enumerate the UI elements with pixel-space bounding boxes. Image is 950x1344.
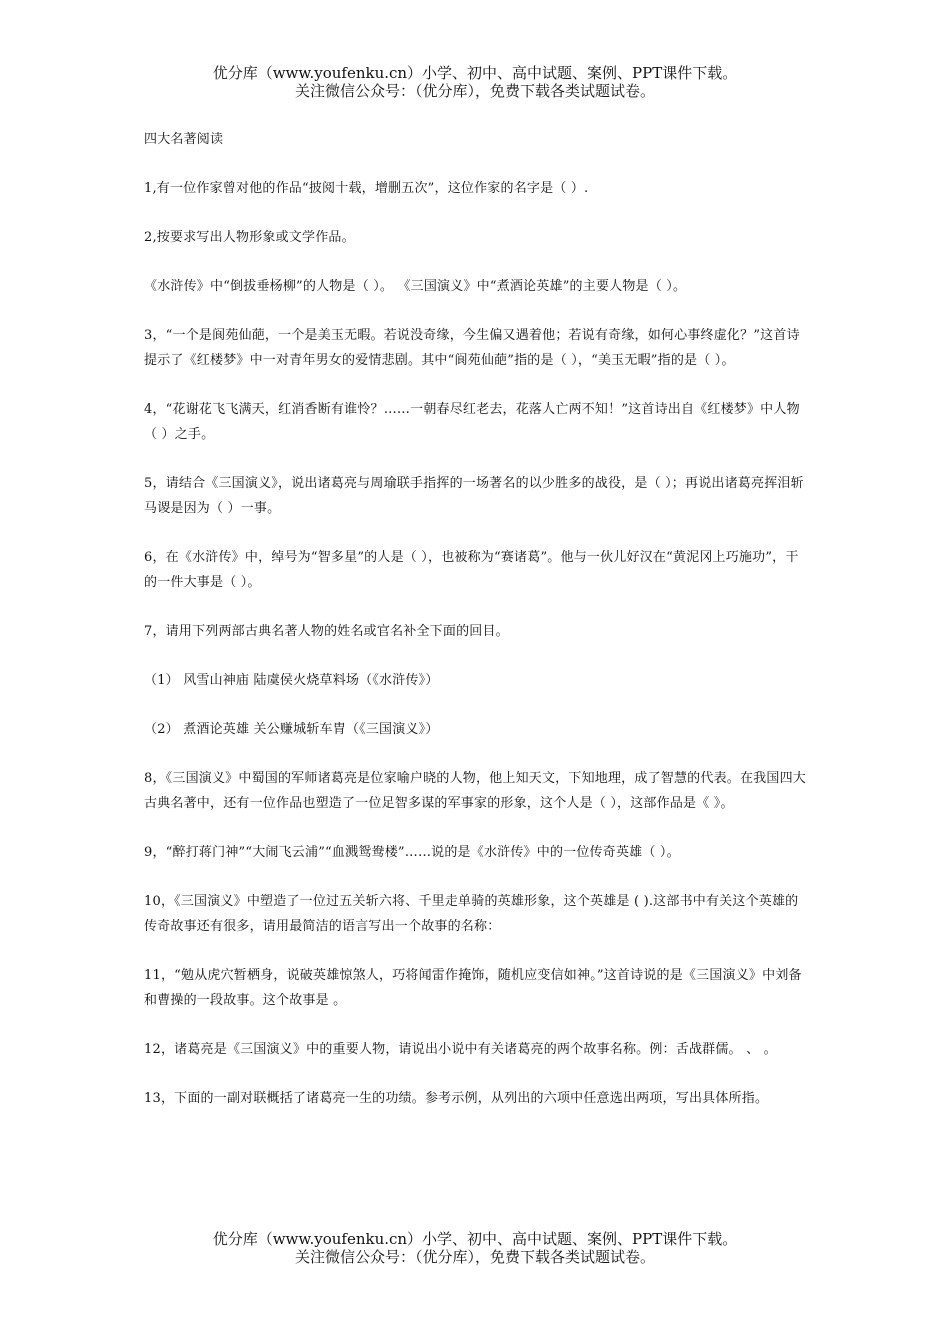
- question-6: 6，在《水浒传》中，绰号为“智多星”的人是（ ），也被称为“赛诸葛”。他与一伙儿好汉在“黄泥冈上巧施功”，干的一件大事是（ ）。: [144, 550, 799, 590]
- question-2-detail: 《水浒传》中“倒拔垂杨柳”的人物是（ ）。 《三国演义》中“煮酒论英雄”的主要人物是（ ）。: [144, 279, 687, 294]
- page-header: [0, 64, 950, 100]
- question-8: 8，《三国演义》中蜀国的军师诸葛亮是位家喻户晓的人物，他上知天文，下知地理，成了智慧的代表。在我国四大古典名著中，还有一位作品也塑造了一位足智多谋的军事家的形象，这个人是（ ），这部作品是《 》。: [144, 771, 806, 811]
- question-1: 1,有一位作家曾对他的作品“披阅十载，增删五次”，这位作家的名字是（ ）.: [144, 181, 589, 196]
- question-3: 3，“一个是阆苑仙葩，一个是美玉无暇。若说没奇缘，今生偏又遇着他；若说有奇缘，如何心事终虚化？”这首诗提示了《红楼梦》中一对青年男女的爱情悲剧。其中“阆苑仙葩”指的是（ ），“美玉无暇”指的是（ ）。: [144, 328, 800, 368]
- question-13: 13，下面的一副对联概括了诸葛亮一生的功绩。参考示例，从列出的六项中任意选出两项，写出具体所指。: [144, 1091, 769, 1106]
- document-body: [144, 127, 810, 1135]
- question-10: 10，《三国演义》中塑造了一位过五关斩六将、千里走单骑的英雄形象，这个英雄是 ( ).这部书中有关这个英雄的传奇故事还有很多，请用最简洁的语言写出一个故事的名称：: [144, 894, 799, 934]
- question-5: 5，请结合《三国演义》，说出诸葛亮与周瑜联手指挥的一场著名的以少胜多的战役，是（ ）；再说出诸葛亮挥泪斩马谡是因为（ ）一事。: [144, 476, 804, 516]
- header-line-1: 优分库（www.youfenku.cn）小学、初中、高中试题、案例、PPT课件下载。: [212, 64, 738, 82]
- question-2: 2,按要求写出人物形象或文学作品。: [144, 230, 355, 245]
- question-9: 9，“醉打蒋门神”“大闹飞云浦”“血溅鸳鸯楼”……说的是《水浒传》中的一位传奇英雄（ ）。: [144, 845, 680, 860]
- question-4: 4，“花谢花飞飞满天，红消香断有谁怜？……一朝春尽红老去，花落人亡两不知！”这首诗出自《红楼梦》中人物（ ）之手。: [144, 402, 800, 442]
- header-line-2: 关注微信公众号：（优分库），免费下载各类试题试卷。: [294, 82, 655, 100]
- footer-line-2: 关注微信公众号：（优分库），免费下载各类试题试卷。: [294, 1248, 655, 1266]
- question-11: 11，“勉从虎穴暂栖身，说破英雄惊煞人，巧将闻雷作掩饰，随机应变信如神。”这首诗说的是《三国演义》中刘备和曹操的一段故事。这个故事是 。: [144, 968, 802, 1008]
- footer-line-1: 优分库（www.youfenku.cn）小学、初中、高中试题、案例、PPT课件下载。: [212, 1230, 738, 1248]
- question-7-item-2: （2） 煮酒论英雄 关公赚城斩车胄（《三国演义》）: [144, 722, 439, 737]
- question-7-item-1: （1） 风雪山神庙 陆虞侯火烧草料场（《水浒传》）: [144, 673, 439, 688]
- document-title: 四大名著阅读: [144, 132, 224, 147]
- question-7: 7，请用下列两部古典名著人物的姓名或官名补全下面的回目。: [144, 624, 509, 639]
- page-footer: [0, 1230, 950, 1266]
- question-12: 12，诸葛亮是《三国演义》中的重要人物，请说出小说中有关诸葛亮的两个故事名称。例：舌战群儒。 、 。: [144, 1042, 777, 1057]
